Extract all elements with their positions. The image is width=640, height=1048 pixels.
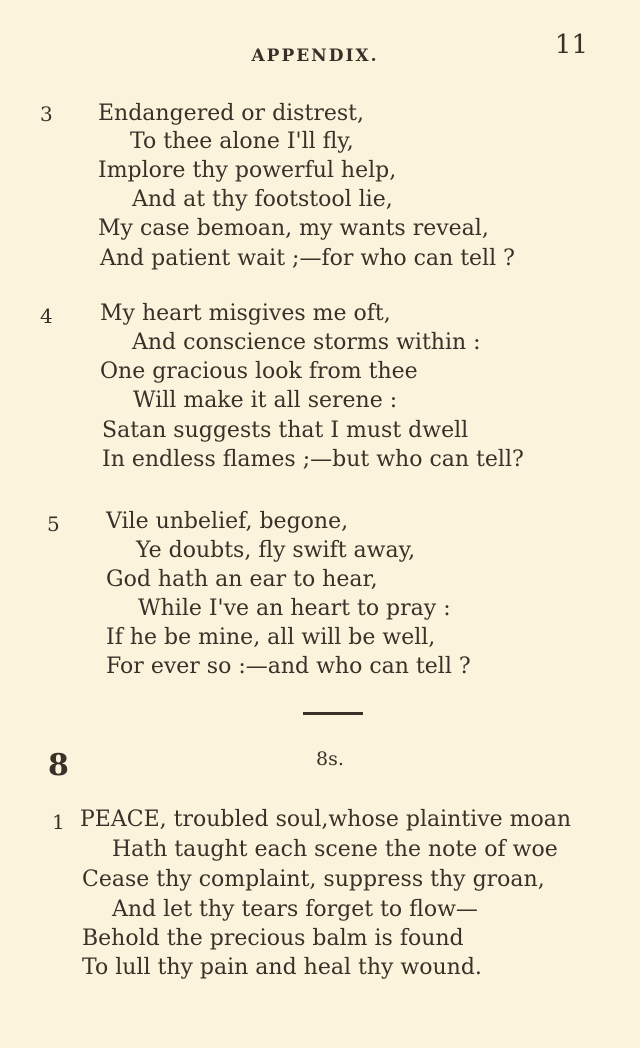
verse-line: In endless flames ;—but who can tell? <box>102 447 524 472</box>
verse-line: PEACE, troubled soul,whose plaintive moan <box>80 807 572 832</box>
verse-line: Cease thy complaint, suppress thy groan, <box>82 867 545 892</box>
verse-line: Behold the precious balm is found <box>82 926 464 951</box>
verse-line: And conscience storms within : <box>132 330 481 355</box>
verse-line: Satan suggests that I must dwell <box>102 418 469 443</box>
verse-line: To lull thy pain and heal thy wound. <box>82 955 482 980</box>
hymn-meter: 8s. <box>316 748 344 770</box>
stanza-number: 1 <box>52 810 65 834</box>
verse-line: For ever so :—and who can tell ? <box>106 654 471 679</box>
verse-line: And let thy tears forget to flow— <box>112 897 478 922</box>
running-head: APPENDIX. <box>251 46 379 66</box>
verse-line: If he be mine, all will be well, <box>106 625 436 650</box>
stanza-number: 3 <box>40 102 53 126</box>
verse-line: My case bemoan, my wants reveal, <box>98 216 489 241</box>
verse-line: Vile unbelief, begone, <box>106 509 349 534</box>
verse-line: Ye doubts, fly swift away, <box>136 538 416 563</box>
stanza-number: 4 <box>40 304 53 328</box>
verse-line: Will make it all serene : <box>133 388 398 413</box>
hymn-number: 8 <box>48 748 69 783</box>
verse-line: My heart misgives me oft, <box>100 301 391 326</box>
verse-line: To thee alone I'll fly, <box>130 129 354 154</box>
verse-line: While I've an heart to pray : <box>138 596 451 621</box>
section-divider <box>303 712 363 715</box>
verse-line: God hath an ear to hear, <box>106 567 378 592</box>
verse-line: Implore thy powerful help, <box>98 158 397 183</box>
verse-line: And patient wait ;—for who can tell ? <box>100 246 515 271</box>
verse-line: Endangered or distrest, <box>98 101 364 126</box>
page-number: 11 <box>554 30 588 60</box>
verse-line: And at thy footstool lie, <box>132 187 393 212</box>
stanza-number: 5 <box>47 512 60 536</box>
verse-line: One gracious look from thee <box>100 359 418 384</box>
verse-line: Hath taught each scene the note of woe <box>112 837 558 862</box>
